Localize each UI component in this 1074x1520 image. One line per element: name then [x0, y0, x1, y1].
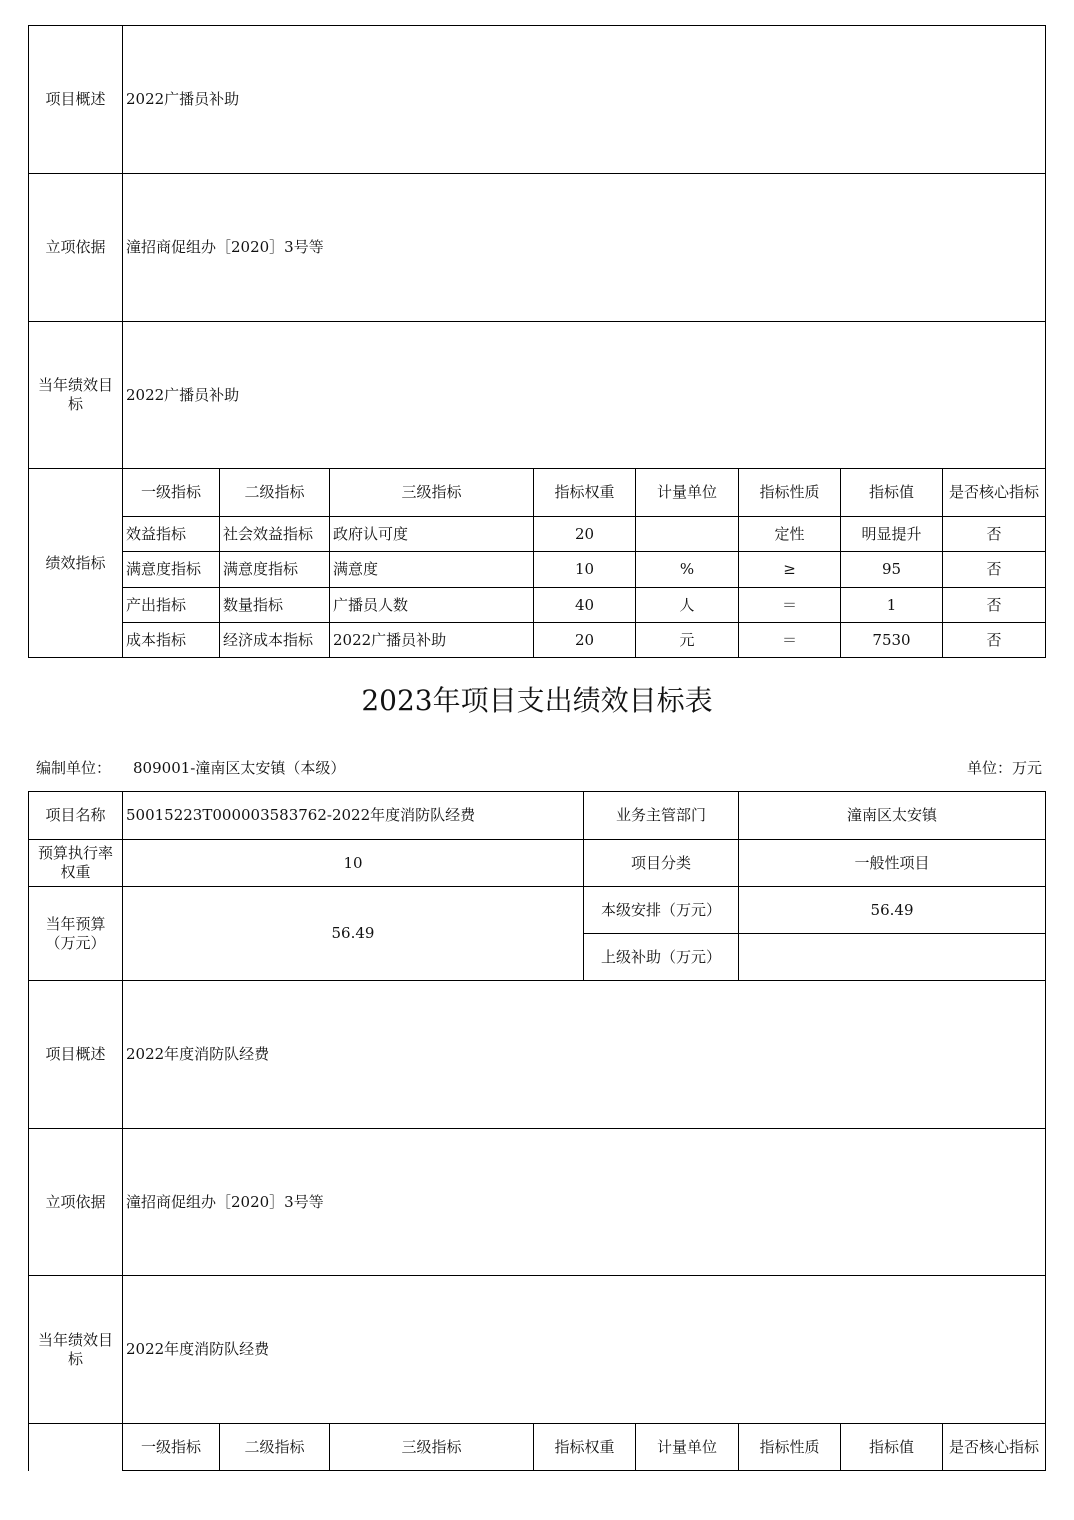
cell-level1: 满意度指标 — [123, 552, 220, 588]
header-level1: 一级指标 — [123, 1424, 220, 1471]
header-level2: 二级指标 — [220, 469, 330, 517]
cell-core: 否 — [943, 552, 1046, 588]
basis-value: 潼招商促组办［2020］3号等 — [123, 174, 1046, 322]
exec-weight-value: 10 — [123, 840, 584, 887]
table-row — [29, 517, 1046, 552]
indicators-label: 绩效指标 — [29, 469, 123, 658]
header-level2: 二级指标 — [220, 1424, 330, 1471]
compiling-unit-label: 编制单位： — [36, 759, 112, 777]
goal-label: 当年绩效目标 — [29, 322, 123, 469]
upper-value — [739, 934, 1046, 981]
cell-core: 否 — [943, 588, 1046, 623]
budget-value: 56.49 — [123, 887, 584, 981]
cell-value: 明显提升 — [841, 517, 943, 552]
header-nature: 指标性质 — [739, 1424, 841, 1471]
table-row — [29, 552, 1046, 588]
cell-level2: 社会效益指标 — [220, 517, 330, 552]
cell-nature: 定性 — [739, 517, 841, 552]
header-level3: 三级指标 — [330, 1424, 534, 1471]
table-row — [29, 588, 1046, 623]
category-label: 项目分类 — [584, 840, 739, 887]
local-value: 56.49 — [739, 887, 1046, 934]
cell-level3: 满意度 — [330, 552, 534, 588]
budget-label: 当年预算（万元） — [29, 887, 123, 981]
cell-level2: 数量指标 — [220, 588, 330, 623]
upper-label: 上级补助（万元） — [584, 934, 739, 981]
cell-level1: 产出指标 — [123, 588, 220, 623]
cell-level3: 广播员人数 — [330, 588, 534, 623]
cell-unit: % — [636, 552, 739, 588]
overview-value: 2022年度消防队经费 — [123, 981, 1046, 1129]
indicators-label-cell — [29, 1424, 123, 1471]
performance-table-fire-brigade — [28, 791, 1046, 1471]
basis-value: 潼招商促组办［2020］3号等 — [123, 1129, 1046, 1276]
basis-label: 立项依据 — [29, 174, 123, 322]
cell-core: 否 — [943, 623, 1046, 658]
basis-label: 立项依据 — [29, 1129, 123, 1276]
cell-level2: 经济成本指标 — [220, 623, 330, 658]
overview-label: 项目概述 — [29, 981, 123, 1129]
page-title: 2023年项目支出绩效目标表 — [361, 684, 713, 717]
exec-weight-label: 预算执行率权重 — [29, 840, 123, 887]
cell-value: 7530 — [841, 623, 943, 658]
cell-unit — [636, 517, 739, 552]
cell-value: 95 — [841, 552, 943, 588]
header-value: 指标值 — [841, 469, 943, 517]
cell-weight: 20 — [534, 623, 636, 658]
goal-value: 2022年度消防队经费 — [123, 1276, 1046, 1424]
goal-label: 当年绩效目标 — [29, 1276, 123, 1424]
cell-value: 1 — [841, 588, 943, 623]
performance-table-broadcaster — [28, 25, 1046, 658]
cell-core: 否 — [943, 517, 1046, 552]
category-value: 一般性项目 — [739, 840, 1046, 887]
header-nature: 指标性质 — [739, 469, 841, 517]
cell-weight: 20 — [534, 517, 636, 552]
currency-unit: 单位：万元 — [966, 759, 1042, 777]
header-core: 是否核心指标 — [943, 469, 1046, 517]
header-weight: 指标权重 — [534, 1424, 636, 1471]
cell-level1: 效益指标 — [123, 517, 220, 552]
cell-nature: ＝ — [739, 588, 841, 623]
compiling-unit — [36, 758, 345, 778]
header-weight: 指标权重 — [534, 469, 636, 517]
header-level3: 三级指标 — [330, 469, 534, 517]
table-row — [29, 623, 1046, 658]
cell-level3: 政府认可度 — [330, 517, 534, 552]
cell-weight: 10 — [534, 552, 636, 588]
cell-level2: 满意度指标 — [220, 552, 330, 588]
cell-unit: 人 — [636, 588, 739, 623]
overview-value: 2022广播员补助 — [123, 26, 1046, 174]
header-core: 是否核心指标 — [943, 1424, 1046, 1471]
cell-level1: 成本指标 — [123, 623, 220, 658]
local-label: 本级安排（万元） — [584, 887, 739, 934]
cell-nature: ≥ — [739, 552, 841, 588]
cell-level3: 2022广播员补助 — [330, 623, 534, 658]
project-name-value: 50015223T000003583762-2022年度消防队经费 — [123, 792, 584, 840]
goal-value: 2022广播员补助 — [123, 322, 1046, 469]
header-level1: 一级指标 — [123, 469, 220, 517]
compiling-unit-value: 809001-潼南区太安镇（本级） — [133, 759, 346, 777]
header-value: 指标值 — [841, 1424, 943, 1471]
cell-unit: 元 — [636, 623, 739, 658]
header-unit: 计量单位 — [636, 469, 739, 517]
cell-nature: ＝ — [739, 623, 841, 658]
project-name-label: 项目名称 — [29, 792, 123, 840]
cell-weight: 40 — [534, 588, 636, 623]
dept-label: 业务主管部门 — [584, 792, 739, 840]
dept-value: 潼南区太安镇 — [739, 792, 1046, 840]
header-unit: 计量单位 — [636, 1424, 739, 1471]
overview-label: 项目概述 — [29, 26, 123, 174]
